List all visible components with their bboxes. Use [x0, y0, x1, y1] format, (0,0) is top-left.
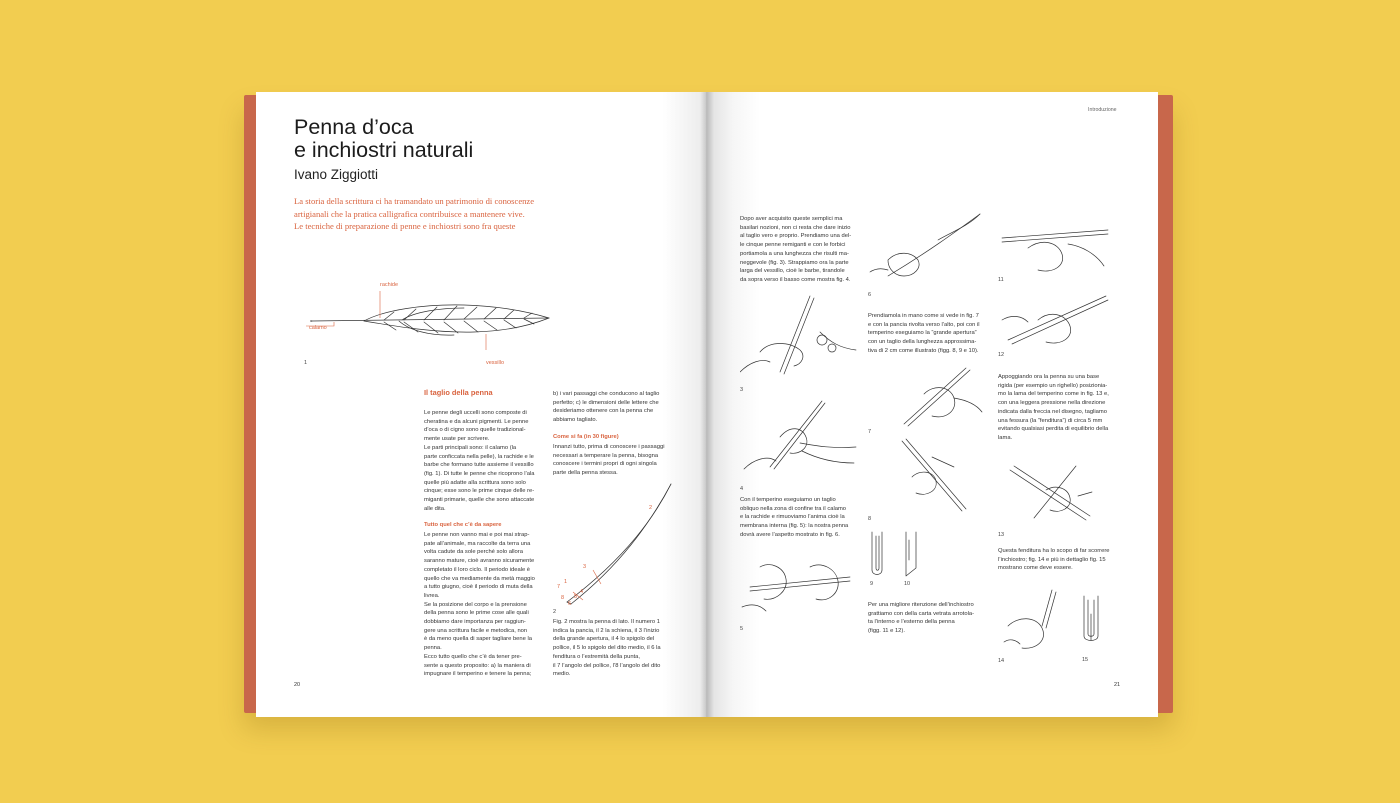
figure-5-cutting-illustration: [740, 547, 860, 622]
label-calamo: calamo: [309, 325, 327, 331]
col1-paragraph-1: Le penne degli uccelli sono composte di cheratina e da alcuni pigmenti. Le penne d’oca o di cigno sono quelle tradizional- mente usate per scrivere. Le parti principali sono: il calamo (la parte conficcata nella pelle), la rachide e le barbe che formano tutte assieme il vessillo (fig. 1). Di tutte le penne che ricoprono l’ala quelle più adatte alla scrittura sono solo cinque; esse sono le prime cinque delle re- miganti primarie, quelle che sono attaccate alle dita.: [424, 410, 535, 512]
figure-11-sandpaper-illustration: [998, 224, 1113, 279]
figure-9-10-nib-shapes: [868, 530, 928, 580]
col2-paragraph-1: b) i vari passaggi che conducono al taglio perfetto; c) le dimensioni delle lettere che desideriamo ottenere con la penna che abbiamo tagliato.: [553, 391, 660, 424]
figure-13-slit-illustration: [1006, 460, 1096, 528]
figure-2-caption: Fig. 2 mostra la penna di lato. Il numero 1 indica la pancia, il 2 la schiena, il 3 l’inizio della grande apertura, il 4 lo spigolo del pollice, il 5 lo spigolo del dito medio, il 6 la fenditura o l’estremità della punta, il 7 l’angolo del pollice, l’8 l’angolo del dito medio.: [553, 619, 661, 678]
col1-paragraph-2: Le penne non vanno mai e poi mai strap- pate all’animale, ma raccolte da terra una volta cadute da sole perché solo allora saranno mature, cioè avranno sicuramente completato il loro ciclo. Il periodo ideale è quello che va mediamente da metà maggio a tutto giugno, cioè il periodo di muta della livrea. Se la posizione del corpo e la prensione della penna sono le prime cose alle quali dobbiamo dare importanza per raggiun- gere una scrittura facile e metodica, non è da meno quella di saper tagliare bene la penna. Ecco tutto quello che c’è da tener pre- sente a questo proposito: a) la maniera di impugnare il temperino e tenere la penna;: [424, 532, 535, 678]
text-block-5: Questa fenditura ha lo scopo di far scorrere l’inchiostro; fig. 14 e più in dettaglio fig. 15 mostrano come deve essere.: [998, 548, 1110, 572]
subheading-tutto: Tutto quel che c’è da sapere: [424, 522, 502, 528]
figure-2-number: 2: [553, 609, 557, 615]
figure-1-number: 1: [304, 360, 308, 366]
figure-14-finished-nib-illustration: [1002, 586, 1062, 658]
figure-6-number: 6: [868, 292, 872, 298]
text-block-6: Per una migliore ritenzione dell’inchiostro grattiamo con della carta vetrata arrotola- ta l’interno e l’esterno della penna (figg. 11 e 12).: [868, 602, 975, 635]
figure-12-sandpaper-illustration: [998, 290, 1113, 348]
figure-4-number: 4: [740, 486, 744, 492]
figure-11-number: 11: [998, 277, 1004, 283]
figure-15-nib-detail: [1080, 594, 1104, 646]
fig2-mark-4: 4: [580, 589, 584, 595]
figure-14-number: 14: [998, 658, 1005, 664]
text-block-1: Dopo aver acquisito queste semplici ma basilari nozioni, non ci resta che dare inizio al taglio vero e proprio. Prendiamo una del- le cinque penne remiganti e con le forbici portiamola a una lunghezza che risulti ma- neggevole (fig. 3). Strappiamo ora la parte larga del vessillo, cioè le barbe, tirandole da sopra verso il basso come mostra fig. 4.: [740, 216, 852, 283]
figure-8-knife-illustration: [892, 437, 972, 515]
author-name: Ivano Ziggiotti: [294, 167, 379, 182]
page-number-left: 20: [294, 682, 301, 688]
book-gutter: [700, 92, 714, 717]
left-page: [256, 92, 708, 717]
section-heading: Il taglio della penna: [424, 388, 493, 397]
figure-3-scissors-illustration: [740, 292, 860, 382]
figure-7-holding-illustration: [874, 364, 984, 429]
text-block-4: Con il temperino eseguiamo un taglio obliquo nella zona di confine tra il calamo e la rachide e rimuoviamo l’anima cioè la membrana interna (fig. 5): la nostra penna dovrà avere l’aspetto mostrato in fig. 6.: [740, 497, 849, 538]
subheading-come-si-fa: Come si fa (in 30 figure): [553, 434, 619, 440]
text-block-3: Appoggiando ora la penna su una base rigida (per esempio un righello) posizionia- mo la lama del temperino come in fig. 13 e, con una leggera pressione nella direzione indicata dalla freccia nel disegno, tagliamo una fessura (la “fenditura”) di circa 5 mm evitando qualsiasi perdita di equilibrio della lama.: [998, 374, 1109, 441]
quill-side-illustration: [553, 480, 683, 610]
fig2-mark-7: 7: [557, 584, 561, 590]
figure-13-number: 13: [998, 532, 1005, 538]
running-head: Introduzione: [1088, 107, 1117, 113]
feather-illustration: [304, 290, 554, 350]
figure-12-number: 12: [998, 352, 1005, 358]
page-number-right: 21: [1114, 682, 1121, 688]
chapter-title: Penna d’oca e inchiostri naturali: [294, 115, 474, 162]
figure-5-number: 5: [740, 626, 744, 632]
text-block-2: Prendiamola in mano come si vede in fig. 7 e con la pancia rivolta verso l’alto, poi con il temperino eseguiamo la “grande apertura” con un taglio della lunghezza approssima- tiva di 2 cm come illustrato (figg. 8, 9 e 10).: [868, 313, 980, 354]
fig2-mark-5: 5: [574, 594, 578, 600]
fig2-mark-6: 6: [568, 601, 572, 607]
figure-3-number: 3: [740, 387, 744, 393]
fig2-mark-3: 3: [583, 564, 587, 570]
figure-4-stripping-illustration: [740, 397, 860, 482]
figure-9-number: 9: [870, 581, 874, 587]
figure-7-number: 7: [868, 429, 872, 435]
right-page: [706, 92, 1158, 717]
label-rachide: rachide: [380, 282, 399, 288]
figure-8-number: 8: [868, 516, 872, 522]
figure-10-number: 10: [904, 581, 911, 587]
figure-6-hand-quill-illustration: [868, 210, 988, 285]
fig2-mark-2: 2: [649, 505, 653, 511]
figure-15-number: 15: [1082, 657, 1089, 663]
col2-paragraph-2: Innanzi tutto, prima di conoscere i passaggi necessari a temperare la penna, bisogna conoscere i termini propri di ogni singola parte della penna stessa.: [553, 444, 665, 477]
label-vessillo: vessillo: [486, 360, 505, 366]
fig2-mark-8: 8: [561, 595, 565, 601]
intro-text: La storia della scrittura ci ha tramandato un patrimonio di conoscenze artigianali che la pratica calligrafica contribuisce a mantenere vive. Le tecniche di preparazione di penne e inchiostri sono fra queste: [294, 196, 535, 232]
fig2-mark-1: 1: [564, 579, 568, 585]
